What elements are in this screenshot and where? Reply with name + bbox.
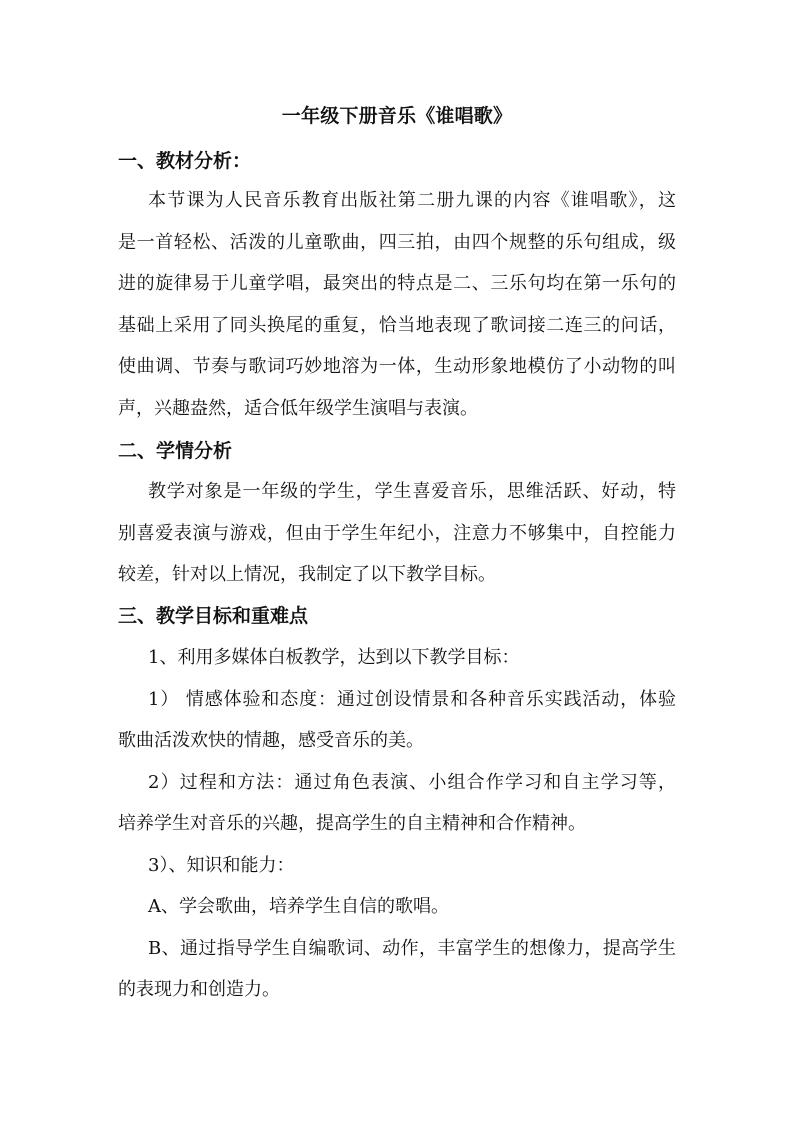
paragraph-line: 本节课为人民音乐教育出版社第二册九课的内容《谁唱歌》，这	[148, 190, 676, 211]
list-item: 1） 情感体验和态度：通过创设情景和各种音乐实践活动，体验	[148, 689, 676, 710]
paragraph-line: 歌曲活泼欢快的情趣，感受音乐的美。	[118, 730, 424, 751]
paragraph-line: 较差，针对以上情况，我制定了以下教学目标。	[118, 564, 496, 585]
section-heading-students: 二、学情分析	[118, 440, 233, 462]
section-heading-objectives: 三、教学目标和重难点	[118, 605, 309, 627]
paragraph-line: 是一首轻松、活泼的儿童歌曲，四三拍，由四个规整的乐句组成，级	[118, 232, 676, 253]
paragraph-line: 进的旋律易于儿童学唱，最突出的特点是二、三乐句均在第一乐句的	[118, 273, 676, 294]
document-title: 一年级下册音乐《谁唱歌》	[281, 105, 513, 127]
list-item: A、学会歌曲，培养学生自信的歌唱。	[148, 896, 449, 917]
list-item: 3）、知识和能力：	[148, 855, 295, 876]
paragraph-line: 基础上采用了同头换尾的重复，恰当地表现了歌词接二连三的问话，	[118, 315, 676, 336]
paragraph-line: 别喜爱表演与游戏，但由于学生年纪小，注意力不够集中，自控能力	[118, 523, 676, 544]
list-item: B、通过指导学生自编歌词、动作，丰富学生的想像力，提高学生	[148, 938, 676, 959]
paragraph-line: 培养学生对音乐的兴趣，提高学生的自主精神和合作精神。	[118, 813, 586, 834]
list-item: 2）过程和方法：通过角色表演、小组合作学习和自主学习等，	[148, 772, 676, 793]
paragraph-line: 声，兴趣盎然，适合低年级学生演唱与表演。	[118, 398, 478, 419]
section-heading-materials: 一、教材分析：	[118, 150, 252, 172]
paragraph-line: 教学对象是一年级的学生，学生喜爱音乐，思维活跃、好动，特	[148, 481, 676, 502]
paragraph-line: 使曲调、节奏与歌词巧妙地溶为一体，生动形象地模仿了小动物的叫	[118, 356, 676, 377]
list-item: 1、利用多媒体白板教学，达到以下教学目标：	[148, 647, 520, 668]
paragraph-line: 的表现力和创造力。	[118, 979, 280, 1000]
